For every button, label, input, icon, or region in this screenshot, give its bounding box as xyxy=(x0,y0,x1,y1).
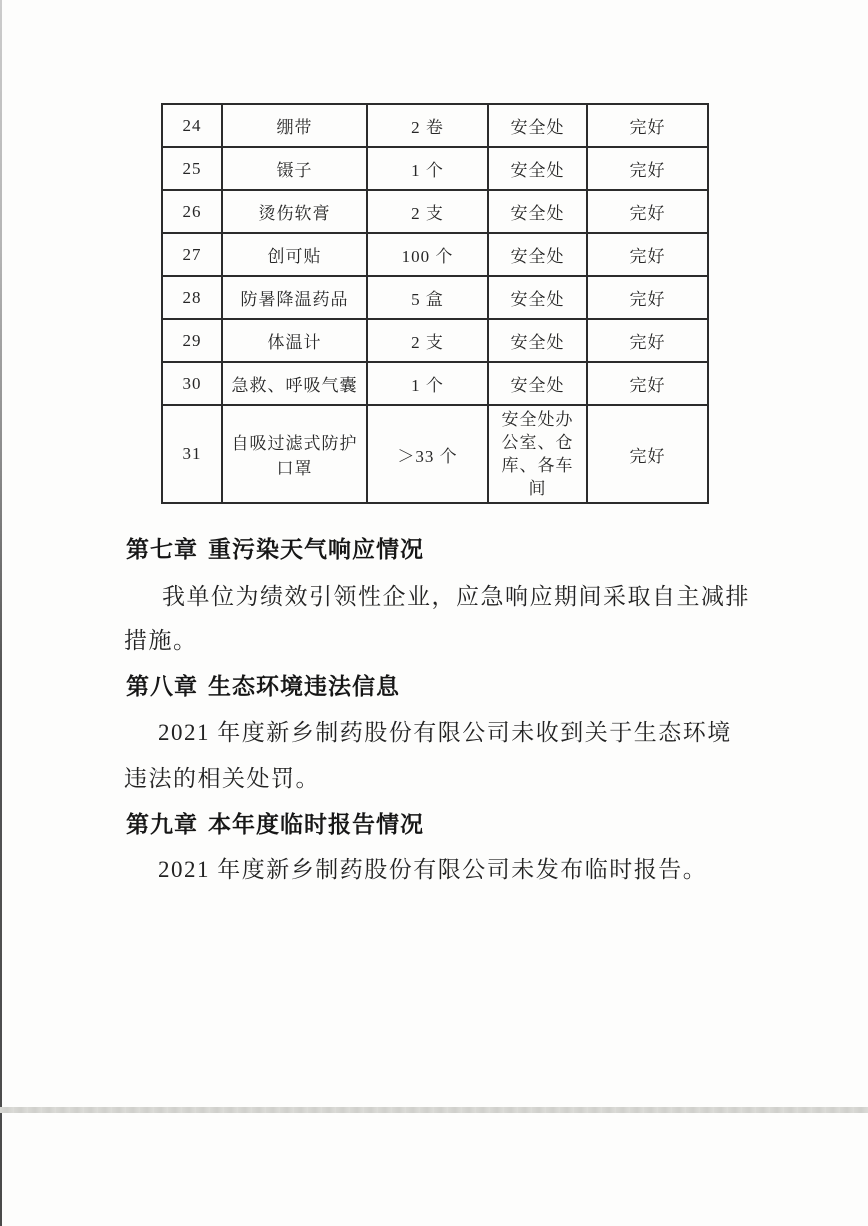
chapter-9-number: 第九章 xyxy=(126,811,198,837)
cell-quantity: ＞33 个 xyxy=(367,405,488,503)
cell-status: 完好 xyxy=(587,319,708,362)
cell-status: 完好 xyxy=(587,405,708,503)
chapter-8-paragraph-line-2: 违法的相关处罚。 xyxy=(124,766,320,791)
cell-item-name: 急救、呼吸气囊 xyxy=(222,362,367,405)
cell-number: 30 xyxy=(162,362,222,405)
table-row xyxy=(162,276,708,319)
table-row xyxy=(162,104,708,147)
cell-quantity: 1 个 xyxy=(367,362,488,405)
chapter-9-heading xyxy=(126,806,424,839)
table-row xyxy=(162,190,708,233)
chapter-9-paragraph-line-1: 2021 年度新乡制药股份有限公司未发布临时报告。 xyxy=(158,857,708,882)
cell-location: 安全处 xyxy=(488,104,587,147)
cell-quantity: 5 盒 xyxy=(367,276,488,319)
chapter-9-title: 本年度临时报告情况 xyxy=(208,811,424,837)
cell-item-name: 防暑降温药品 xyxy=(222,276,367,319)
cell-number: 26 xyxy=(162,190,222,233)
cell-item-name: 自吸过滤式防护口罩 xyxy=(222,405,367,503)
chapter-7-title: 重污染天气响应情况 xyxy=(208,536,424,562)
chapter-8-heading xyxy=(126,668,400,701)
chapter-8-title: 生态环境违法信息 xyxy=(208,673,400,699)
cell-location: 安全处 xyxy=(488,147,587,190)
cell-status: 完好 xyxy=(587,190,708,233)
cell-number: 29 xyxy=(162,319,222,362)
chapter-7-paragraph-line-1: 我单位为绩效引领性企业，应急响应期间采取自主减排 xyxy=(162,584,750,609)
chapter-8-paragraph-line-1: 2021 年度新乡制药股份有限公司未收到关于生态环境 xyxy=(158,720,732,745)
cell-status: 完好 xyxy=(587,104,708,147)
page-break-shadow xyxy=(0,1107,868,1113)
cell-number: 28 xyxy=(162,276,222,319)
cell-location: 安全处 xyxy=(488,233,587,276)
cell-item-name: 镊子 xyxy=(222,147,367,190)
cell-status: 完好 xyxy=(587,147,708,190)
cell-item-name: 绷带 xyxy=(222,104,367,147)
chapter-7-number: 第七章 xyxy=(126,536,198,562)
cell-location: 安全处 xyxy=(488,276,587,319)
cell-number: 27 xyxy=(162,233,222,276)
cell-item-name: 体温计 xyxy=(222,319,367,362)
chapter-8-number: 第八章 xyxy=(126,673,198,699)
cell-number: 25 xyxy=(162,147,222,190)
cell-number: 24 xyxy=(162,104,222,147)
chapter-7-paragraph-line-2: 措施。 xyxy=(124,628,198,653)
cell-quantity: 1 个 xyxy=(367,147,488,190)
scan-left-edge-line xyxy=(0,0,2,1226)
cell-item-name: 烫伤软膏 xyxy=(222,190,367,233)
table-row xyxy=(162,233,708,276)
cell-status: 完好 xyxy=(587,276,708,319)
cell-status: 完好 xyxy=(587,362,708,405)
cell-quantity: 2 支 xyxy=(367,319,488,362)
cell-quantity: 100 个 xyxy=(367,233,488,276)
cell-location: 安全处办公室、仓库、各车间 xyxy=(488,405,587,503)
table-row xyxy=(162,319,708,362)
table-row xyxy=(162,362,708,405)
cell-status: 完好 xyxy=(587,233,708,276)
cell-item-name: 创可贴 xyxy=(222,233,367,276)
table-row xyxy=(162,147,708,190)
cell-location: 安全处 xyxy=(488,362,587,405)
cell-number: 31 xyxy=(162,405,222,503)
cell-quantity: 2 卷 xyxy=(367,104,488,147)
cell-location: 安全处 xyxy=(488,190,587,233)
chapter-7-heading xyxy=(126,531,424,564)
cell-location: 安全处 xyxy=(488,319,587,362)
cell-quantity: 2 支 xyxy=(367,190,488,233)
table-row xyxy=(162,405,708,503)
emergency-supplies-table xyxy=(161,103,709,504)
